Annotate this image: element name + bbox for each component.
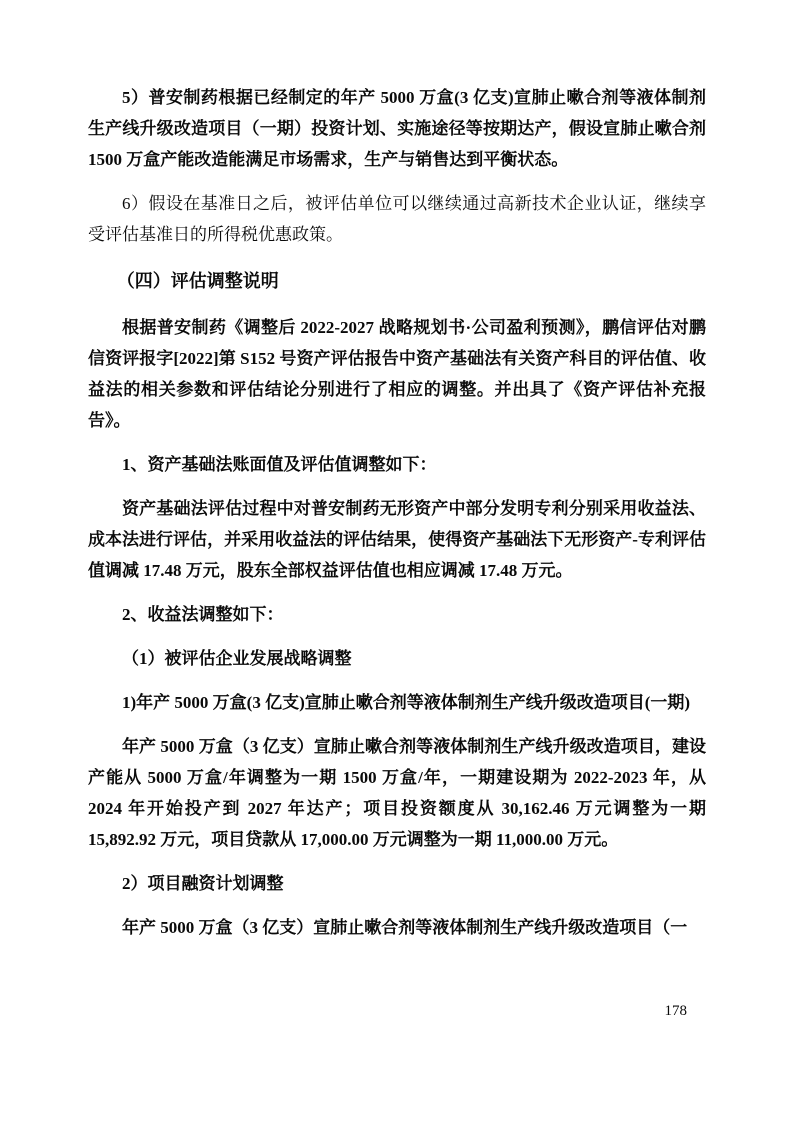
assumption-item-6: 6）假设在基准日之后，被评估单位可以继续通过高新技术企业认证，继续享受评估基准日的所得税优惠政策。 [88, 194, 706, 244]
assumption-item-5: 5）普安制药根据已经制定的年产 5000 万盒(3 亿支)宣肺止嗽合剂等液体制剂生产线升级改造项目（一期）投资计划、实施途径等按期达产，假设宣肺止嗽合剂 1500 万盒产能改造能满足市场需求，生产与销售达到平衡状态。 [88, 88, 706, 169]
page-number: 178 [664, 1003, 687, 1019]
subheading-financing-plan: 2）项目融资计划调整 [122, 874, 284, 893]
financing-adjustment-partial-line: 年产 5000 万盒（3 亿支）宣肺止嗽合剂等液体制剂生产线升级改造项目（一 [122, 918, 688, 937]
subheading-income-method: 2、收益法调整如下： [122, 605, 284, 624]
subheading-strategy-adjustment: （1）被评估企业发展战略调整 [122, 649, 352, 668]
project-adjustment-detail: 年产 5000 万盒（3 亿支）宣肺止嗽合剂等液体制剂生产线升级改造项目，建设产能从 5000 万盒/年调整为一期 1500 万盒/年，一期建设期为 2022-2023 年，从 2024 年开始投产到 2027 年达产；项目投资额度从 30,162.46 万元调整为一期 15,892.92 万元，项目贷款从 17,000.00 万元调整为一期 11,000.00 万元。 [88, 737, 706, 849]
project-title-line: 1)年产 5000 万盒(3 亿支)宣肺止嗽合剂等液体制剂生产线升级改造项目(一期) [122, 693, 691, 712]
page-content [88, 82, 706, 956]
section-heading-4: （四）评估调整说明 [116, 271, 279, 291]
subheading-asset-basis: 1、资产基础法账面值及评估值调整如下： [122, 455, 437, 474]
asset-basis-adjustment-detail: 资产基础法评估过程中对普安制药无形资产中部分发明专利分别采用收益法、成本法进行评估，并采用收益法的评估结果，使得资产基础法下无形资产-专利评估值调减 17.48 万元，股东全部权益评估值也相应调减 17.48 万元。 [88, 499, 706, 580]
adjustment-intro-paragraph: 根据普安制药《调整后 2022-2027 战略规划书·公司盈利预测》，鹏信评估对鹏信资评报字[2022]第 S152 号资产评估报告中资产基础法有关资产科目的评估值、收益法的相关参数和评估结论分别进行了相应的调整。并出具了《资产评估补充报告》。 [88, 318, 706, 430]
